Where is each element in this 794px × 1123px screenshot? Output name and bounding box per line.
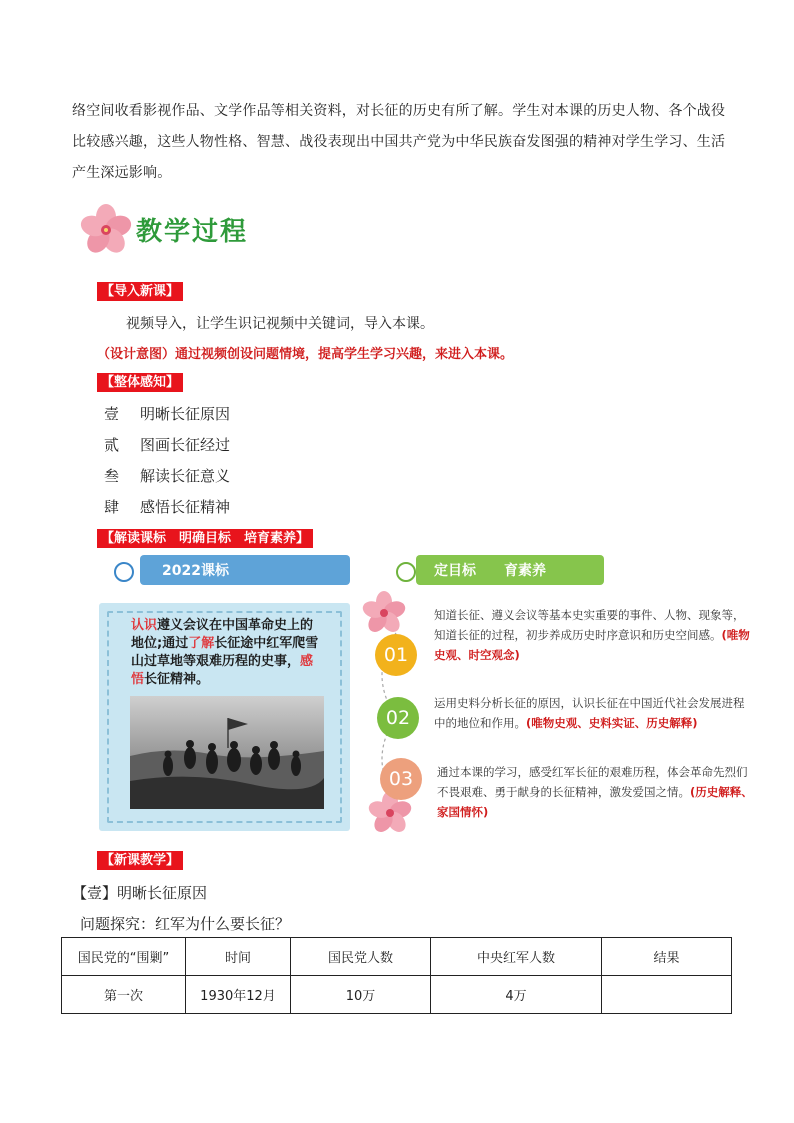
siege-table bbox=[61, 937, 732, 1014]
table-header: 中央红军人数 bbox=[431, 938, 602, 976]
curriculum-text: 长征途中红军爬雪山过草地等艰难历程的史事， bbox=[131, 636, 319, 669]
overview-num: 壹 bbox=[104, 405, 120, 423]
goal-literacy: (唯物史观、时空观念) bbox=[434, 628, 750, 662]
overview-num: 叁 bbox=[104, 467, 120, 485]
long-march-photo bbox=[130, 696, 324, 809]
lesson-heading: 【壹】明晰长征原因 bbox=[72, 884, 208, 902]
flower-icon bbox=[76, 203, 136, 257]
question-text: 问题探究：红军为什么要长征？ bbox=[80, 915, 291, 933]
goal-number: 01 bbox=[383, 644, 409, 666]
curriculum-pill-group bbox=[110, 555, 229, 579]
new-lesson-tag: 【新课教学】 bbox=[97, 851, 183, 870]
section-title: 教学过程 bbox=[136, 217, 249, 247]
intro-line: 络空间收看影视作品、文学作品等相关资料，对长征的历史有所了解。学生对本课的历史人物、各个战役 bbox=[72, 103, 726, 119]
design-intent: （设计意图）通过视频创设问题情境，提高学生学习兴趣，来进入本课。 bbox=[97, 347, 514, 362]
table-cell: 10万 bbox=[291, 976, 431, 1014]
lead-in-tag: 【导入新课】 bbox=[97, 282, 183, 301]
curriculum-card bbox=[99, 603, 350, 831]
curriculum-text-box bbox=[131, 617, 325, 689]
goal-number-badge bbox=[377, 697, 419, 739]
clock-icon bbox=[114, 562, 134, 582]
curriculum-pill-label: 2022课标 bbox=[162, 563, 229, 579]
goal-literacy: (历史解释、家国情怀) bbox=[437, 785, 753, 819]
intro-line: 产生深远影响。 bbox=[72, 165, 172, 181]
goal-number-badge bbox=[375, 634, 417, 676]
overview-num: 贰 bbox=[104, 436, 120, 454]
curriculum-keyword: 感悟 bbox=[131, 654, 314, 687]
goal-text: 运用史料分析长征的原因，认识长征在中国近代社会发展进程中的地位和作用。 bbox=[434, 696, 745, 730]
curriculum-keyword: 认识 bbox=[131, 618, 158, 633]
overview-list bbox=[104, 398, 230, 522]
table-header: 时间 bbox=[186, 938, 291, 976]
table-header: 国民党的“围剿” bbox=[62, 938, 186, 976]
overview-text: 明晰长征原因 bbox=[140, 405, 231, 423]
goal-item bbox=[434, 693, 750, 733]
table-cell[interactable] bbox=[602, 976, 732, 1014]
table-row bbox=[62, 976, 732, 1014]
table-cell: 4万 bbox=[431, 976, 602, 1014]
overview-text: 解读长征意义 bbox=[140, 467, 231, 485]
goal-number: 02 bbox=[385, 707, 411, 729]
lead-in-text: 视频导入，让学生识记视频中关键词，导入本课。 bbox=[126, 316, 434, 332]
intro-line: 比较感兴趣，这些人物性格、智慧、战役表现出中国共产党为中华民族奋发图强的精神对学生学习、生活 bbox=[72, 134, 726, 150]
goals-pill-left: 定目标 bbox=[434, 563, 476, 579]
table-header: 结果 bbox=[602, 938, 732, 976]
goal-number: 03 bbox=[388, 768, 414, 790]
overview-text: 图画长征经过 bbox=[140, 436, 231, 454]
curriculum-text: 遵义会议在中国革命史上的地位;通过 bbox=[131, 618, 314, 651]
goal-number-badge bbox=[380, 758, 422, 800]
intro-paragraph bbox=[72, 96, 752, 189]
table-cell: 1930年12月 bbox=[186, 976, 291, 1014]
goals-pill bbox=[416, 555, 604, 585]
goals-pill-right: 育素养 bbox=[504, 563, 546, 579]
overview-text: 感悟长征精神 bbox=[140, 498, 231, 516]
goal-item bbox=[437, 762, 753, 822]
goal-literacy: (唯物史观、史料实证、历史解释) bbox=[526, 716, 698, 730]
curriculum-pill bbox=[140, 555, 350, 585]
standards-tag: 【解读课标 明确目标 培育素养】 bbox=[97, 529, 313, 548]
overview-item bbox=[104, 491, 230, 522]
goals-pill-group bbox=[392, 555, 546, 579]
goal-item bbox=[434, 605, 750, 665]
table-header-row bbox=[62, 938, 732, 976]
goal-text: 知道长征、遵义会议等基本史实重要的事件、人物、现象等，知道长征的过程，初步养成历史时序意识和历史空间感。 bbox=[434, 608, 745, 642]
curriculum-text: 长征精神。 bbox=[144, 672, 210, 687]
overview-item bbox=[104, 398, 230, 429]
table-header: 国民党人数 bbox=[291, 938, 431, 976]
curriculum-keyword: 了解 bbox=[188, 636, 215, 651]
overview-item bbox=[104, 460, 230, 491]
table-cell: 第一次 bbox=[62, 976, 186, 1014]
overview-item bbox=[104, 429, 230, 460]
overview-tag: 【整体感知】 bbox=[97, 373, 183, 392]
clock-icon bbox=[396, 562, 416, 582]
overview-num: 肆 bbox=[104, 498, 120, 516]
goal-text: 通过本课的学习，感受红军长征的艰难历程，体会革命先烈们不畏艰难、勇于献身的长征精神，激发爱国之情。 bbox=[437, 765, 748, 799]
